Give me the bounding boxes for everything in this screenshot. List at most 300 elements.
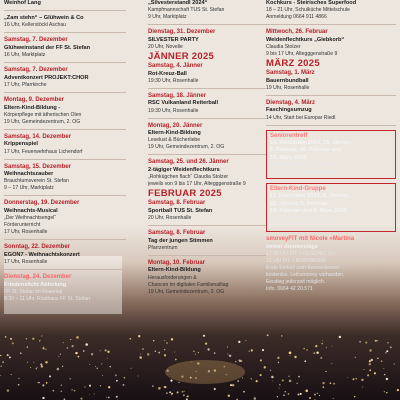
city-light: [0, 375, 1, 376]
city-light: [158, 387, 161, 390]
event-item: [148, 123, 266, 152]
city-light: [190, 377, 192, 379]
month-heading: FEBRUAR 2025: [148, 188, 222, 200]
city-light: [166, 392, 168, 394]
city-light: [109, 366, 110, 367]
city-light: [129, 338, 131, 340]
separator: [148, 24, 266, 25]
event-info: FF St. Stefan im Rosental: [4, 288, 63, 295]
city-light: [12, 342, 14, 344]
event-date: Samstag, 4. Jänner: [148, 63, 203, 69]
city-light: [227, 353, 228, 354]
event-title: immer donnerstags: [266, 243, 318, 250]
city-light: [85, 343, 88, 346]
city-light: [155, 351, 156, 352]
event-item: [148, 159, 266, 188]
city-light: [300, 393, 302, 395]
city-light: [271, 376, 274, 379]
event-title: Rot-Kreuz-Ball: [148, 70, 187, 77]
event-date: Samstag, 14. Dezember: [4, 133, 72, 140]
city-light: [248, 350, 249, 351]
city-light: [164, 349, 165, 350]
event-info: 5. Februar, 26. Februar und: [270, 147, 342, 154]
city-light: [63, 342, 64, 343]
event-info: jeweils von 9 bis 17 Uhr, Altegggenstraße 9: [148, 181, 246, 188]
city-light: [374, 372, 376, 374]
city-light: [75, 352, 77, 354]
city-light: [178, 382, 179, 383]
city-light: [397, 389, 399, 391]
city-light: [140, 353, 141, 354]
city-light: [138, 376, 139, 377]
event-info: Anmeldung 0664 911 4866: [266, 14, 327, 21]
city-light: [57, 368, 60, 371]
city-light: [306, 349, 308, 351]
event-info: 19:30 Uhr, Rosenhalle: [148, 107, 199, 114]
city-light: [375, 340, 377, 342]
city-light: [38, 382, 39, 383]
column-december: [4, 0, 126, 303]
city-light: [214, 388, 216, 390]
event-item: [4, 274, 126, 303]
city-light: [152, 385, 154, 387]
city-light: [170, 380, 172, 382]
event-date: Samstag, 7. Dezember: [4, 67, 68, 74]
event-title: Eltern-Kind-Bildung: [148, 130, 201, 137]
city-light: [177, 391, 179, 393]
separator: [4, 239, 126, 240]
event-title: Glühweinstand der FF St. Stefan: [4, 45, 91, 51]
city-light: [49, 375, 51, 377]
event-title: 11. Dezember 2024, 8. Jänner,: [270, 193, 349, 200]
event-info: 19 Uhr, Gemeindezentrum, 2. OG: [4, 118, 81, 125]
event-item: [4, 67, 126, 89]
city-light: [288, 375, 290, 377]
city-light: [171, 394, 172, 395]
event-title: EGON7 - Weihnachtskonzert: [4, 251, 80, 258]
city-light: [298, 376, 300, 378]
event-info: 17 Uhr, Rosenhalle: [4, 258, 48, 265]
city-light: [61, 391, 63, 393]
event-info: 17 Uhr, Feuerwehrhaus Lichendorf: [4, 148, 83, 155]
separator: [4, 129, 126, 130]
city-light: [39, 340, 40, 341]
event-date: Samstag, 8. Februar: [148, 229, 206, 236]
city-light: [27, 346, 28, 347]
event-info: 17 Uhr, Rosenhalle: [4, 229, 48, 236]
event-item: [4, 37, 126, 59]
city-light: [288, 393, 290, 395]
city-light: [84, 386, 85, 387]
city-light: [184, 391, 185, 392]
city-light: [208, 370, 210, 372]
event-item: [4, 97, 126, 126]
city-light: [169, 391, 171, 393]
city-light: [369, 360, 371, 362]
city-light: [0, 365, 1, 366]
event-title: Kochkurs - Steirisches Superfood: [266, 0, 357, 6]
city-light: [279, 384, 281, 386]
city-light: [365, 342, 367, 344]
separator: [266, 125, 396, 126]
city-light: [9, 356, 11, 358]
event-info: „Der Weihnachtsengel“: [4, 215, 56, 222]
event-title: 2-tägiger Weidenflechtkurs: [148, 166, 220, 173]
city-light: [232, 384, 235, 387]
city-light: [285, 391, 286, 392]
city-light: [183, 394, 185, 396]
event-title: Weidenflechtkurs „Giebkorb“: [266, 36, 345, 43]
city-light: [61, 384, 62, 385]
city-light: [386, 392, 388, 394]
event-info: Brauchtumsverein St. Stefan: [4, 178, 69, 185]
city-light: [46, 382, 48, 384]
city-light: [195, 377, 197, 379]
event-info: Claudia Stolzer: [266, 44, 301, 50]
city-light: [124, 377, 126, 379]
city-light: [139, 356, 142, 359]
city-light: [123, 384, 125, 386]
city-light: [207, 348, 209, 350]
event-info: 8:30 – 11 Uhr, Rüsthaus FF St. Stefan: [4, 295, 90, 302]
event-date: Montag, 9. Dezember: [4, 97, 65, 103]
city-light: [325, 371, 326, 372]
city-light: [251, 378, 252, 379]
city-light: [363, 369, 364, 370]
city-light: [251, 349, 253, 351]
city-light: [115, 374, 117, 376]
city-light: [243, 391, 245, 393]
event-info: Feuerwehrhaus St. Stefan im Rosental: [270, 222, 358, 228]
city-light: [282, 379, 284, 381]
city-light: [2, 361, 4, 363]
event-item: [4, 15, 126, 29]
city-light: [203, 335, 205, 337]
city-light: [289, 352, 292, 355]
city-light: [394, 363, 395, 364]
city-light: [315, 345, 317, 347]
city-light: [116, 380, 118, 382]
event-info: 19 Uhr, Rosenhalle: [266, 84, 310, 91]
city-light: [197, 362, 199, 364]
city-light: [242, 377, 243, 378]
city-light: [147, 353, 150, 356]
separator: [4, 269, 126, 270]
city-light: [7, 354, 9, 356]
city-light: [331, 363, 332, 364]
event-info: 19. Februar und 5. März 2025: [270, 207, 347, 214]
city-light: [171, 393, 173, 395]
event-info: Erste Einheit zum Kennenlernen: [266, 264, 340, 271]
city-light: [18, 378, 19, 379]
event-item: [4, 164, 126, 193]
city-light: [322, 340, 323, 341]
city-light: [352, 378, 354, 380]
event-info: 16 Uhr, Marktplatz: [4, 52, 46, 59]
separator: [148, 255, 266, 256]
city-light: [81, 398, 83, 400]
city-light: [166, 342, 168, 344]
city-light: [297, 383, 298, 384]
city-light: [316, 351, 318, 353]
city-light: [290, 355, 291, 356]
city-light: [70, 378, 71, 379]
city-light: [235, 361, 236, 362]
city-light: [369, 369, 371, 371]
event-date: Samstag, 25. und 26. Jänner: [148, 159, 229, 166]
city-light: [260, 359, 262, 361]
event-item: [266, 236, 396, 293]
city-light: [371, 359, 373, 361]
city-light: [41, 365, 43, 367]
city-light: [74, 390, 76, 392]
event-info: 18 – 21 Uhr, Schulküche Mittelschule: [266, 7, 350, 14]
month-heading: JÄNNER 2025: [148, 51, 215, 62]
city-light: [102, 375, 103, 376]
city-light: [43, 346, 44, 347]
city-light: [385, 352, 386, 353]
city-light: [347, 377, 348, 378]
city-light: [294, 356, 296, 358]
event-info: kostenlos. Leihsmovey vorhanden.: [266, 271, 345, 278]
city-light: [356, 378, 357, 379]
city-light: [386, 350, 388, 352]
column-february-march: [266, 0, 396, 293]
city-light: [260, 374, 262, 376]
city-light: [237, 380, 239, 382]
event-info: 16 Uhr, Kellerstöckl Aschau: [4, 22, 67, 29]
event-info: 19. März 2025: [270, 154, 307, 161]
city-light: [83, 350, 85, 352]
event-date: Dienstag, 24. Dezember: [4, 273, 72, 280]
city-light: [71, 389, 72, 390]
column-january-february: [148, 0, 266, 296]
event-info: 17 Uhr, Pfarrkirche: [4, 82, 47, 88]
city-light: [30, 367, 31, 368]
city-light: [386, 378, 388, 380]
event-item: [148, 29, 266, 51]
event-date: Seniorentreff: [270, 132, 308, 139]
city-light: [89, 364, 90, 365]
city-light: [164, 386, 166, 388]
city-light: [277, 396, 278, 397]
city-light: [278, 362, 279, 363]
event-title: Sportball TUS St. Stefan: [148, 207, 213, 214]
event-info: Förderunterricht: [4, 222, 41, 229]
city-light: [11, 374, 12, 375]
city-light: [279, 388, 280, 389]
city-light: [78, 356, 80, 358]
city-light: [195, 354, 196, 355]
city-light: [175, 359, 177, 361]
city-light: [230, 384, 232, 386]
event-info: 2. OG des Gemeindezentrum: [270, 168, 337, 175]
city-light: [108, 386, 110, 388]
city-light: [254, 397, 257, 400]
city-light: [100, 385, 101, 386]
city-light: [39, 382, 40, 383]
city-light: [333, 398, 334, 399]
city-light: [309, 397, 311, 399]
city-light: [89, 394, 90, 395]
event-title: Adventkonzert PROJEKT:CHOR: [4, 74, 89, 81]
city-light: [264, 366, 265, 367]
city-light: [226, 374, 227, 375]
event-item: [148, 0, 266, 21]
separator: [148, 225, 266, 226]
city-light: [362, 387, 363, 388]
city-light: [101, 363, 102, 364]
city-light: [355, 357, 356, 358]
event-info: jeweils von 9 – 11 Uhr im: [270, 215, 327, 221]
event-info: Herausforderungen &: [148, 274, 197, 281]
city-light: [153, 340, 154, 341]
event-item: [148, 260, 266, 296]
city-light: [277, 357, 279, 359]
city-light: [174, 352, 175, 353]
separator: [4, 10, 126, 11]
city-light: [0, 355, 1, 356]
city-light: [354, 396, 355, 397]
city-light: [245, 340, 246, 341]
city-light: [20, 352, 22, 354]
city-light: [322, 386, 324, 388]
event-title: Eltern-Kind-Bildung -: [4, 104, 61, 111]
city-light: [305, 390, 308, 393]
separator: [4, 92, 126, 93]
city-light: [70, 339, 71, 340]
city-light: [7, 389, 9, 391]
event-title: „Zam stehn“ – Glühwein & Co: [4, 15, 84, 22]
city-light: [107, 351, 109, 353]
event-title: Weihnachtszauber: [4, 171, 54, 178]
event-date: Donnerstag, 19. Dezember: [4, 200, 80, 207]
city-light: [142, 348, 144, 350]
city-light: [167, 370, 169, 372]
city-light: [58, 356, 59, 357]
city-light: [227, 346, 228, 347]
event-title: Friedenslicht Abholung: [4, 281, 67, 288]
event-date: Montag, 10. Februar: [148, 259, 206, 266]
city-light: [37, 367, 38, 368]
city-light: [138, 335, 140, 337]
city-light: [383, 368, 384, 369]
separator: [148, 88, 266, 89]
city-light: [256, 380, 258, 382]
event-date: Mittwoch, 26. Februar: [266, 29, 328, 36]
event-title: Weinhof Lang: [4, 0, 41, 6]
city-light: [240, 360, 242, 362]
month-heading: MÄRZ 2025: [266, 58, 320, 69]
city-light: [214, 369, 216, 371]
city-light: [384, 374, 385, 375]
event-info: Leselust & Bücherliebe: [148, 137, 201, 144]
city-light: [214, 352, 215, 353]
event-info: 9 Uhr, Marktplatz: [148, 14, 187, 21]
event-date: Montag, 20. Jänner: [148, 122, 203, 129]
city-light: [281, 335, 282, 336]
event-info: Kampfmannschaft TUS St. Stefan: [148, 7, 225, 14]
event-date: Samstag, 15. Dezember: [4, 163, 72, 170]
city-light: [158, 352, 160, 354]
event-info: Chancen im digitalen Familienalltag: [148, 281, 229, 288]
event-info: 22. Jänner, 5. Februar,: [270, 200, 329, 207]
event-date: Eltern-Kind-Gruppe: [270, 185, 326, 192]
city-light: [60, 354, 61, 355]
city-light: [91, 353, 93, 355]
event-date: Dienstag, 4. März: [266, 99, 316, 106]
city-light: [304, 360, 306, 362]
city-light: [387, 342, 389, 344]
event-info: „Rohkügchen flach“ Claudia Stolzer: [148, 174, 229, 181]
city-light: [181, 376, 183, 378]
event-info: 20 Uhr, Rosenhalle: [148, 214, 192, 221]
city-light: [94, 394, 95, 395]
city-light: [238, 341, 240, 343]
event-info: 19 Uhr, Gemeindezentrum, 2. OG: [148, 144, 225, 151]
city-light: [267, 334, 269, 336]
event-info: 9 bis 17 Uhr, Altegggenstraße 9: [266, 51, 338, 57]
town-glow: [165, 360, 245, 384]
city-light: [224, 366, 225, 367]
city-light: [330, 382, 332, 384]
event-title: Krippenspiel: [4, 141, 38, 148]
city-light: [171, 338, 173, 340]
city-light: [376, 340, 377, 341]
city-light: [319, 395, 320, 396]
event-info: 14 Uhr, Start bei Europar Riedl: [266, 114, 336, 121]
event-title: Tag der jungen Stimmen: [148, 237, 213, 244]
city-light: [41, 335, 42, 336]
city-light: [303, 348, 304, 349]
city-light: [105, 349, 107, 351]
event-info: 19 Uhr FIT + BODYWORK: [266, 257, 327, 264]
city-light: [191, 362, 192, 363]
event-title: „Silvesterstandl 2024“: [148, 0, 208, 6]
city-light: [381, 360, 383, 362]
city-light: [42, 397, 44, 399]
city-light: [33, 362, 34, 363]
event-date: Samstag, 7. Dezember: [4, 37, 68, 44]
city-light: [228, 395, 230, 397]
event-item: [266, 100, 396, 122]
event-title: SILVESTER PARTY: [148, 36, 199, 43]
separator: [266, 95, 396, 96]
separator: [266, 24, 396, 25]
city-light: [100, 350, 101, 351]
city-light: [317, 393, 318, 394]
event-item: [148, 230, 266, 252]
city-light: [182, 391, 184, 393]
city-light: [10, 338, 12, 340]
city-light: [62, 366, 63, 367]
city-light: [377, 357, 379, 359]
event-item: [266, 29, 396, 58]
city-light: [297, 393, 299, 395]
city-light: [361, 379, 363, 381]
city-light: [332, 346, 333, 347]
city-light: [196, 371, 197, 372]
separator: [4, 62, 126, 63]
event-item: [148, 200, 266, 222]
event-title: 18. Dezember 2024, 15. Jänner,: [270, 140, 353, 147]
city-light: [369, 349, 371, 351]
event-info: 20 Uhr, Novelle: [148, 44, 183, 50]
city-light: [42, 347, 44, 349]
event-date: smoveyFIT mit Nicole »Martina: [266, 236, 355, 242]
city-light: [40, 363, 42, 365]
event-item: [266, 0, 396, 21]
